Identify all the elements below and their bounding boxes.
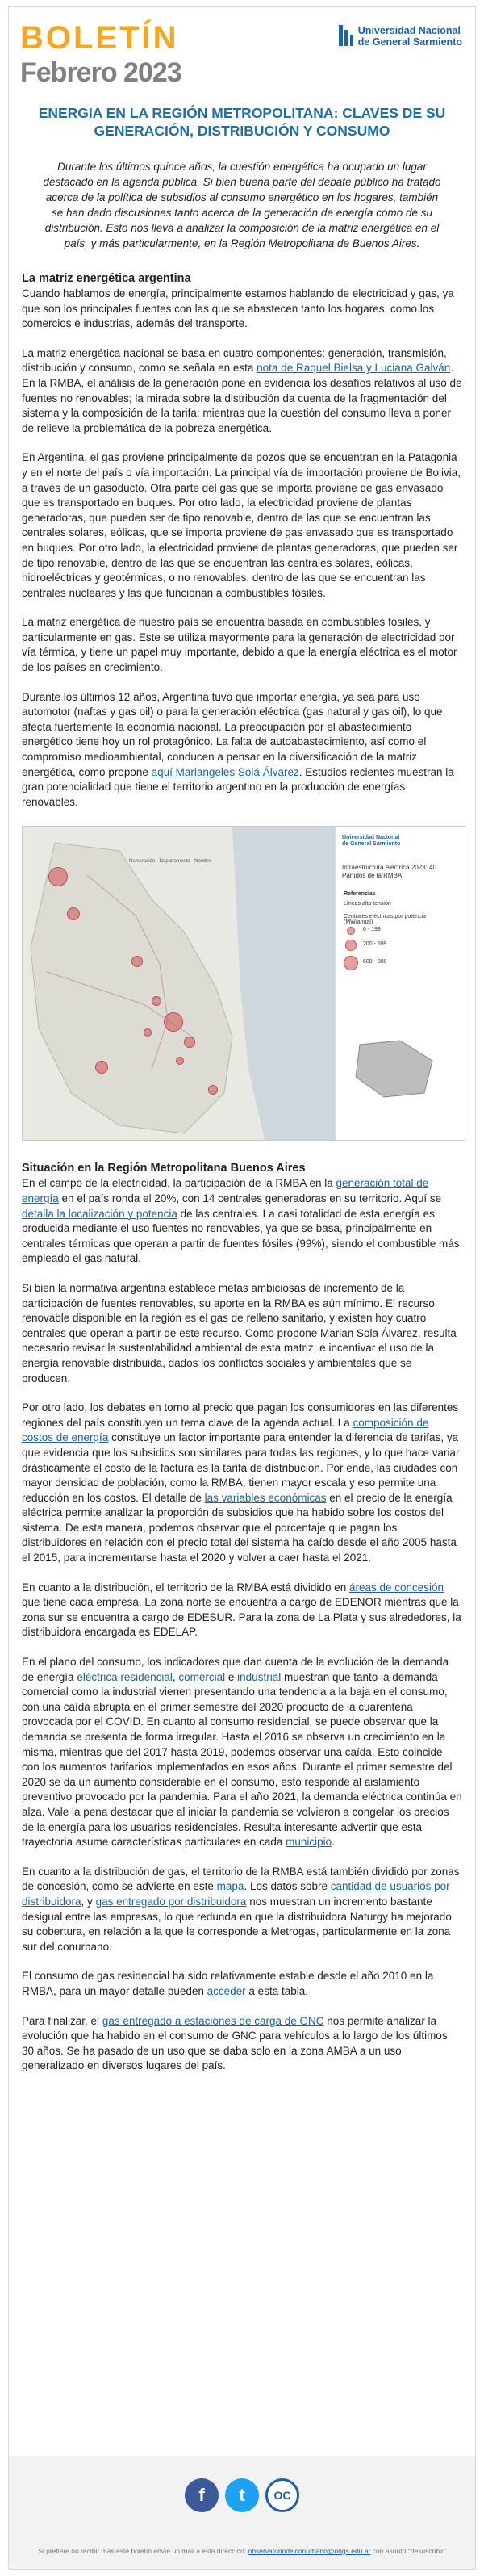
unsubscribe-email-link[interactable]: observatoriodelconurbano@ungs.edu.ar	[248, 2547, 371, 2555]
header	[9, 7, 475, 104]
legend-mid-marker	[345, 940, 357, 951]
link-municipio[interactable]: municipio	[286, 1836, 332, 1849]
infraestructura-map	[22, 826, 465, 1141]
legend-lines: Líneas alta tensión	[344, 901, 391, 907]
section-heading-matriz: La matriz energética argentina	[22, 272, 191, 285]
paragraph: Por otro lado, los debates en torno al precio que pagan los consumidores en las diferentes regiones del país constituyen un tema clave de la agenda actual. La composición de costos de energía constituye un factor importante para entender la diferencia de tarifas, ya que evidencia que los subsidios son similares para todas las regiones, y lo que hace variar drásticamente el costo de la factura es la tarifa de distribución. Por ende, las ciudades con mayor densidad de población, como la RMBA, tienen mayor escala y eso permite una reducción en los costos. El detalle de las variables económicas en el precio de la energía eléctrica permite analizar la proporción de subsidios que ha habido sobre los costos del sistema. De esta manera, podemos observar que el porcentaje que pagan los distribuidores en relación con el precio total del sistema ha caído desde el año 2005 hasta el 2015, para incrementarse hasta el 2020 y volver a caer hasta el 2021.	[22, 1401, 460, 1564]
paragraph: En Argentina, el gas proviene principalmente de pozos que se encuentran en la Patagonia y en el norte del país o vía importación. La principal vía de importación proviene de Bolivia, a través de un gasoducto. Otra parte del gas que se importa proviene de gas envasado que es transportado en buques. Por otro lado, la electricidad proviene de plantas generadoras, que pueden ser de tipo renovable, dentro de las que se encuentran las centrales solares, eólicas, que se importa proviene de gas envasado que es transportado en buques. Por otro lado, la electricidad proviene de plantas generadoras, que pueden ser de tipo renovable, dentro de las que se encuentran las centrales solares, eólicas, hidroeléctricas y geotérmicas, o no renovables, dentro de las que se encuentran las centrales nucleares y las que funcionan a combustibles fósiles.	[22, 451, 461, 599]
ungs-logo-icon	[339, 25, 353, 46]
university-logo[interactable]	[339, 25, 462, 48]
legend-large-marker	[344, 956, 358, 970]
paragraph: En cuanto a la distribución de gas, el territorio de la RMBA está también dividido por zonas de concesión, como se advierte en este mapa. Los datos sobre cantidad de usuarios por distribuidora, y gas entregado por distribuidora nos muestran un incremento bastante desigual entre las empresas, lo que redunda en que la distribuidora Naturgy ha mejorado su cobertura, en relación a la que le corresponde a Metrogas, particularmente en la zona sur del conurbano.	[22, 1865, 460, 1953]
observatorio-icon[interactable]: OC	[265, 2478, 299, 2512]
link-comercial[interactable]: comercial	[178, 1670, 226, 1683]
university-name-line2: de General Sarmiento	[357, 36, 462, 48]
map-legend-panel	[335, 827, 465, 1140]
paragraph: En el plano del consumo, los indicadores que dan cuenta de la evolución de la demanda de energía eléctrica residencial, comercial e industrial muestran que tanto la demanda comercial como la industrial vienen presentando una tendencia a la baja en el consumo, con una caída abrupta en el primer semestre del 2020 producto de la cuarentena provocada por el COVID. En cuanto al consumo residencial, se puede observar que la demanda se presenta de forma irregular. Hasta el 2016 se observa un crecimiento en la misma, mientras que del 2017 hasta 2019, podemos observar una caída. Esto coincide con los aumentos tarifarios implementados en esos años. Durante el primer semestre del 2020 se da un aumento considerable en el consumo, esto responde al aislamiento preventivo provocado por la pandemia. Para el año 2021, la demanda eléctrica continúa en alza. Vale la pena destacar que al iniciar la pandemia se volvieron a congelar los precios de la energía para los usuarios residenciales. Resulta interesante advertir que esta trayectoria asume características particulares en cada municipio.	[22, 1656, 462, 1849]
link-gas-entregado-distribuidora[interactable]: gas entregado por distribuidora	[95, 1895, 247, 1908]
map-logo: Universidad Nacional de General Sarmiento	[342, 835, 401, 848]
section-heading-rmba: Situación en la Región Metropolitana Buenos Aires	[22, 1162, 306, 1175]
locator-map	[352, 1037, 440, 1101]
map-canvas	[23, 827, 337, 1140]
university-name	[358, 25, 462, 48]
paragraph: Durante los últimos 12 años, Argentina tuvo que importar energía, ya sea para uso automotor (naftas y gas oil) o para la generación eléctrica (gas natural y gas oil), lo que afecta fuertemente la economía nacional. La preocupación por el abastecimiento energético tiene hoy un rol protagónico. La falta de autoabastecimiento, así como el compromiso medioambiental, conducen a pensar en la diversificación de la matriz energética, como propone aquí Mariangeles Solá Álvarez. Estudios recientes muestran la gran potencialidad que tiene el territorio argentino en la producción de energías renovables.	[22, 690, 454, 808]
paragraph: El consumo de gas residencial ha sido relativamente estable desde el año 2010 en la RMBA, para un mayor detalle pueden acceder a esta tabla.	[22, 1970, 434, 1997]
link-localizacion-potencia[interactable]: detalla la localización y potencia	[22, 1207, 177, 1220]
social-links	[185, 2478, 299, 2512]
link-sola-alvarez[interactable]: aquí Mariangeles Solá Álvarez	[151, 765, 299, 778]
link-usuarios-distribuidora[interactable]: cantidad de usuarios por distribuidora	[22, 1880, 450, 1908]
paragraph: Cuando hablamos de energía, principalmente estamos hablando de electricidad y gas, ya que son los principales fuentes con las que se abastecen tanto los hogares, como los comercios e industrias, además del transporte.	[22, 287, 454, 330]
link-acceder[interactable]: acceder	[207, 1984, 246, 1997]
link-areas-concesion[interactable]: áreas de concesión	[348, 1581, 444, 1594]
legend-small-marker	[347, 927, 355, 935]
map-shapes	[23, 827, 337, 1140]
paragraph: Para finalizar, el gas entregado a estaciones de carga de GNC nos permite analizar la evolución que ha habido en el consumo de GNC para vehículos a lo largo de los últimos 30 años. Se ha pasado de un uso que se daba solo en la zona AMBA a un uso generalizado en diversos lugares del país.	[22, 2014, 448, 2072]
legend-power: Centrales eléctricas por potencia (MW/anual)	[344, 914, 426, 926]
article-intro: Durante los últimos quince años, la cuestión energética ha ocupado un lugar destacado en la agenda pública. Si bien buena parte del debate público ha tratado acerca de la política de subsidios al consumo energético en los hogares, también se han dado discusiones tanto acerca de la generación de energía como de su distribución. Esto nos lleva a analizar la composición de la matriz energética en el país, y más particularmente, en la Región Metropolitana de Buenos Aires.	[43, 161, 441, 249]
legend-large: 600 - 800	[363, 959, 387, 965]
twitter-icon[interactable]: t	[225, 2478, 259, 2512]
map-legend-table	[129, 859, 226, 865]
paragraph: La matriz energética de nuestro país se encuentra basada en combustibles fósiles, y particularmente en gas. Este se utiliza mayormente para la generación de electricidad por vía térmica, y tiene un papel muy importante, debido a que la energía eléctrica es el motor de los países en crecimiento.	[22, 616, 457, 674]
unsubscribe-note: Si prefiere no recibir más este boletín envíe un mail a esta dirección: observatoriodelconurbano@ungs.edu.ar con asunto "desuscribir"	[38, 2547, 446, 2555]
link-electrica-residencial[interactable]: eléctrica residencial	[77, 1670, 173, 1683]
link-mapa[interactable]: mapa	[216, 1880, 244, 1893]
article-title: ENERGIA EN LA REGIÓN METROPOLITANA: CLAVES DE SU GENERACIÓN, DISTRIBUCIÓN Y CONSUMO	[38, 105, 446, 139]
table-header: Numeración · Departamento · Nombre	[129, 859, 212, 865]
link-variables-economicas[interactable]: las variables económicas	[204, 1491, 327, 1504]
legend-mid: 200 - 599	[363, 941, 387, 948]
link-generacion-total[interactable]: generación total de energía	[22, 1177, 429, 1204]
article-body	[9, 272, 475, 2074]
paragraph: La matriz energética nacional se basa en cuatro componentes: generación, transmisión, distribución y consumo, como se señala en esta nota de Raquel Bielsa y Luciana Galván. En la RMBA, el análisis de la generación pone en evidencia los desafíos relativos al uso de fuentes no renovables; la mirada sobre la distribución da cuenta de la fragmentación del sistema y la composición de la tarifa; mientras que la cuestión del consumo lleva a poner de relieve la problemática de la pobreza energética.	[22, 346, 462, 434]
facebook-icon[interactable]: f	[185, 2478, 219, 2512]
map-title: Infraestructura eléctrica 2023: 40 Partidos de la RMBA	[342, 864, 436, 880]
paragraph: En cuanto a la distribución, el territorio de la RMBA está dividido en áreas de concesión que tiene cada empresa. La zona norte se encuentra a cargo de EDENOR mientras que la zona sur se encuentra a cargo de EDESUR. Para la zona de La Plata y sus alrededores, la distribuidora encargada es EDELAP.	[22, 1581, 461, 1639]
link-composicion-costos[interactable]: composición de costos de energía	[22, 1416, 429, 1444]
link-industrial[interactable]: industrial	[237, 1670, 282, 1683]
link-nota-bielsa-galvan[interactable]: nota de Raquel Bielsa y Luciana Galván	[257, 362, 451, 375]
paragraph: Si bien la normativa argentina establece metas ambiciosas de incremento de la participación de fuentes renovables, su aporte en la RMBA es aún mínimo. El recurso renovable disponible en la región es el gas de relleno sanitario, y existen hoy cuatro centrales que operan a partir de este recurso. Como propone Marian Sola Álvarez, resulta necesario revisar la sustentabilidad ambiental de esta matriz, e incentivar el uso de la energía renovable distribuida, dados los conflictos sociales y ambientales que se producen.	[22, 1281, 457, 1384]
newsletter-date: Febrero 2023	[20, 57, 182, 88]
newsletter-frame	[8, 6, 476, 2570]
footer	[9, 2456, 475, 2569]
legend-heading: Referencias	[344, 891, 376, 898]
paragraph: En el campo de la electricidad, la participación de la RMBA en la generación total de energía en el país ronda el 20%, con 14 centrales generadoras en su territorio. Aquí se detalla la localización y potencia de las centrales. La casi totalidad de esta energía es producida mediante el uso fuentes no renovables, ya que se basa, principalmente en centrales térmicas que operan a partir de fuentes fósiles (99%), siendo el combustible más empleado el gas natural.	[22, 1177, 460, 1265]
university-name-line1: Universidad Nacional	[357, 25, 461, 36]
link-gas-gnc[interactable]: gas entregado a estaciones de carga de GNC	[102, 2014, 324, 2027]
newsletter-title: BOLETÍN	[20, 20, 179, 56]
legend-small: 0 - 199	[363, 927, 381, 933]
